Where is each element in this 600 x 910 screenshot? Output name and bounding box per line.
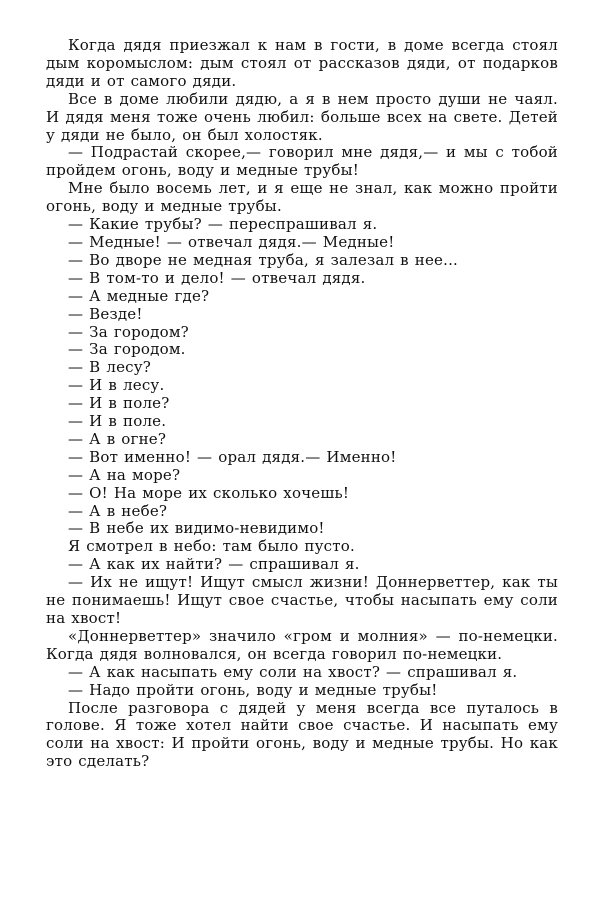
dialogue-line: — А медные где?: [68, 286, 210, 305]
dialogue-line: — В небе их видимо-невидимо!: [68, 519, 325, 538]
dialogue-line: — А в огне?: [68, 429, 167, 448]
dialogue-line: — А как их найти? — спрашивал я.: [68, 555, 360, 574]
paragraph: Мне было восемь лет, и я еще не знал, как можно пройти огонь, воду и медные трубы.: [46, 179, 558, 216]
dialogue-line: — Вот именно! — орал дядя.— Именно!: [68, 447, 397, 466]
dialogue-line: — И в поле?: [68, 394, 170, 413]
dialogue-line: — Их не ищут! Ищут смысл жизни! Доннерветтер, как ты не понимаешь! Ищут свое счастье, чтобы насыпать ему соли на хвост!: [46, 573, 558, 627]
book-page-text: [46, 37, 558, 771]
dialogue-line: — А как насыпать ему соли на хвост? — спрашивал я.: [68, 662, 518, 681]
dialogue-line: — А на море?: [68, 465, 181, 484]
dialogue-line: — За городом?: [68, 322, 189, 341]
dialogue-line: — Медные! — отвечал дядя.— Медные!: [68, 232, 395, 251]
paragraph: Все в доме любили дядю, а я в нем просто души не чаял. И дядя меня тоже очень любил: больше всех на свете. Детей у дяди не было, он был холостяк.: [46, 89, 558, 144]
paragraph: Когда дядя приезжал к нам в гости, в доме всегда стоял дым коромыслом: дым стоял от рассказов дяди, от подарков дяди и от самого дяди.: [46, 36, 558, 90]
paragraph: «Доннерветтер» значило «гром и молния» — по-немецки. Когда дядя волновался, он всегда говорил по-немецки.: [46, 626, 558, 663]
paragraph: После разговора с дядей у меня всегда все путалось в голове. Я тоже хотел найти свое счастье. И насыпать ему соли на хвост: И пройти огонь, воду и медные трубы. Но как это сделать?: [46, 698, 558, 771]
dialogue-line: — За городом.: [68, 340, 186, 359]
dialogue-line: — Во дворе не медная труба, я залезал в нее...: [68, 250, 459, 269]
dialogue-line: — А в небе?: [68, 501, 168, 520]
dialogue-line: — Подрастай скорее,— говорил мне дядя,— и мы с тобой пройдем огонь, воду и медные трубы!: [46, 143, 558, 180]
dialogue-line: — В том-то и дело! — отвечал дядя.: [68, 268, 366, 287]
dialogue-line: — И в лесу.: [68, 376, 165, 395]
dialogue-line: — Надо пройти огонь, воду и медные трубы!: [68, 680, 438, 699]
dialogue-line: — В лесу?: [68, 358, 152, 377]
dialogue-line: — Какие трубы? — переспрашивал я.: [68, 215, 378, 234]
paragraph: Я смотрел в небо: там было пусто.: [68, 537, 355, 556]
dialogue-line: — Везде!: [68, 304, 143, 323]
dialogue-line: — И в поле.: [68, 412, 167, 431]
dialogue-line: — О! На море их сколько хочешь!: [68, 483, 350, 502]
